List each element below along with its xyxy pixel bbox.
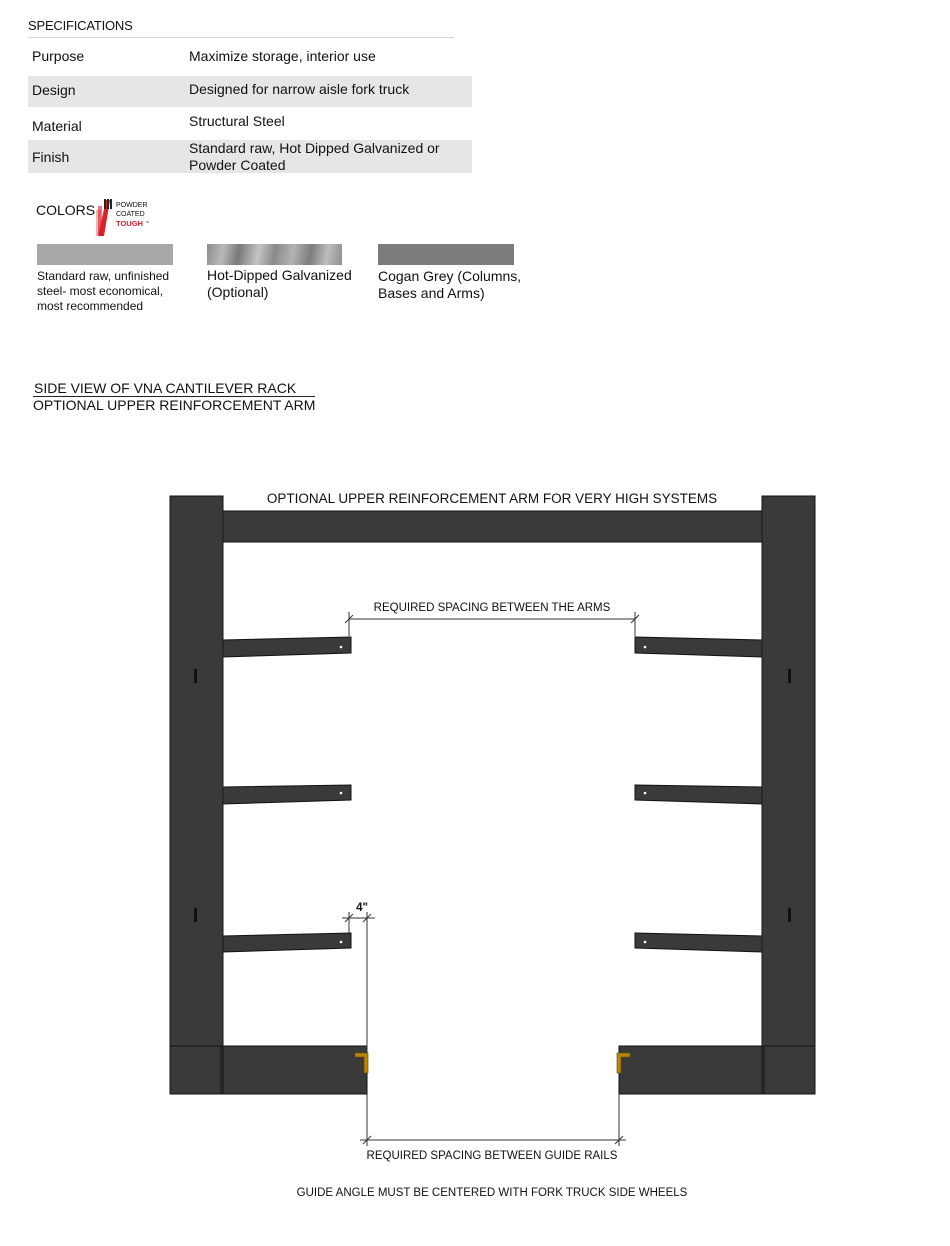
logo-trademark: ™: [145, 220, 149, 225]
spec-value: Standard raw, Hot Dipped Galvanized or Powder Coated: [189, 140, 440, 173]
logo-line-3: TOUGH: [116, 219, 143, 228]
right-arm-middle: [635, 785, 762, 804]
spec-key: Purpose: [32, 48, 85, 64]
left-arm-upper: [223, 637, 351, 657]
powder-coated-tough-logo: [92, 198, 158, 238]
colors-label: COLORS: [36, 202, 96, 218]
specifications-divider: [28, 37, 454, 38]
swatch-standard-raw: [37, 244, 173, 265]
rack-structure: [170, 496, 815, 1094]
four-inch-label: 4": [356, 902, 368, 914]
spec-key: Finish: [32, 149, 70, 165]
left-arm-lower: [223, 933, 351, 952]
upper-arm-label: OPTIONAL UPPER REINFORCEMENT ARM FOR VERY HIGH SYSTEMS: [266, 491, 718, 506]
spray-pattern-icon: [96, 199, 112, 236]
spec-value: Structural Steel: [189, 113, 285, 129]
swatch-caption-standard-raw: Standard raw, unfinished steel- most economical, most recommended: [37, 269, 170, 313]
guide-angle-brackets: [355, 1053, 630, 1073]
cantilever-rack-drawing: [0, 470, 950, 1220]
right-arm-lower: [635, 933, 762, 952]
spec-row-design: [28, 76, 472, 107]
bolt-holes: [340, 646, 647, 944]
left-arm-middle: [223, 785, 351, 804]
left-column: [170, 496, 223, 1094]
swatch-galvanized: [207, 244, 342, 265]
logo-line-1: POWDER: [116, 202, 148, 209]
left-base: [223, 1046, 367, 1094]
logo-line-2: COATED: [116, 211, 145, 218]
right-column: [762, 496, 815, 1094]
spec-value: Designed for narrow aisle fork truck: [189, 81, 410, 97]
arm-spacing-label: REQUIRED SPACING BETWEEN THE ARMS: [373, 602, 611, 614]
dimension-lines: [342, 612, 639, 1146]
spec-row-material: [28, 108, 472, 140]
right-arm-upper: [635, 637, 762, 657]
spec-row-finish: [28, 140, 472, 173]
side-view-title: SIDE VIEW OF VNA CANTILEVER RACK: [34, 380, 297, 396]
rail-spacing-label: REQUIRED SPACING BETWEEN GUIDE RAILS: [366, 1150, 618, 1162]
side-view-subtitle: OPTIONAL UPPER REINFORCEMENT ARM: [33, 397, 316, 413]
specifications-heading: SPECIFICATIONS: [28, 18, 133, 33]
upper-reinforcement-arm: [223, 511, 762, 542]
swatch-cogan-grey: [378, 244, 514, 265]
swatch-caption-cogan-grey: Cogan Grey (Columns, Bases and Arms): [378, 268, 522, 301]
swatch-caption-galvanized: Hot-Dipped Galvanized (Optional): [207, 267, 352, 300]
right-base: [619, 1046, 762, 1094]
spec-key: Design: [32, 82, 76, 98]
spec-value: Maximize storage, interior use: [189, 48, 376, 64]
spec-row-purpose: [28, 40, 472, 73]
guide-angle-note: GUIDE ANGLE MUST BE CENTERED WITH FORK TRUCK SIDE WHEELS: [296, 1187, 688, 1199]
spec-key: Material: [32, 118, 82, 134]
